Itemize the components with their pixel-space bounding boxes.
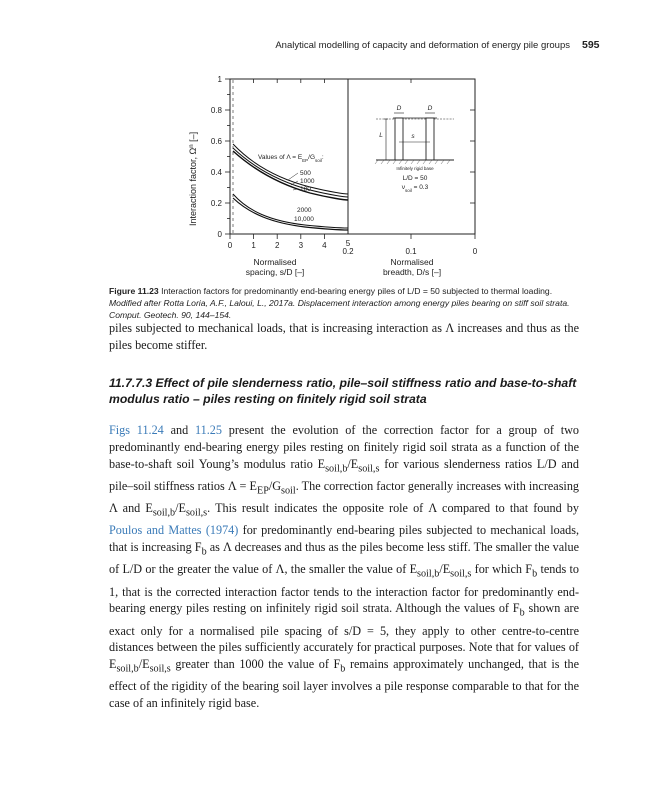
caption-text: Interaction factors for predominantly end-bearing energy piles of L/D = 50 subjected to thermal loading. xyxy=(158,286,553,296)
section-heading: 11.7.7.3 Effect of pile slenderness ratio, pile–soil stiffness ratio and base-to-shaft modulus ratio – piles resting on finitely rigid soil strata xyxy=(109,376,577,406)
page-number: 595 xyxy=(582,39,600,51)
interaction-factor-chart xyxy=(180,66,500,286)
inset-d-label: D xyxy=(427,105,433,112)
curve-label-100: 100 xyxy=(300,186,311,193)
figure-11-23 xyxy=(180,66,500,286)
inset-s-label: s xyxy=(411,133,415,140)
x-axis-labels xyxy=(246,257,441,277)
x-tick-label: 0 xyxy=(227,241,233,250)
curve-label-10000: 10,000 xyxy=(294,216,314,223)
x-tick-label: 3 xyxy=(298,241,304,250)
y-tick-label: 0 xyxy=(217,230,222,239)
y-tick-labels xyxy=(211,75,223,239)
inset-l-label: L xyxy=(379,132,383,139)
x-tick-label-right: 0 xyxy=(472,247,478,256)
inset-poisson-ratio: $\nu_{soil} = 0.3$ xyxy=(401,184,429,193)
x-tick-label-right: 0.1 xyxy=(405,247,417,256)
curve-label-1000: 1000 xyxy=(300,178,315,185)
y-tick-label: 0.4 xyxy=(210,168,222,177)
y-tick-label: 0.2 xyxy=(210,199,222,208)
paragraph-main: Figs 11.24 and 11.25 present the evolution of the correction factor for a group of two predominantly end-bearing energy piles resting on finitely rigid soil strata as a function of the base-to-shaft soil Young’s modulus ratio $E_{soil,b}/E_{soil,s}$ for various slenderness ratios L/D and pile–soil stiffness ratios $\Lambda = E_{EP}/G_{soil}$. The correction factor generally increases with increasing Λ and $E_{soil,b}/E_{soil,s}$. This result indicates the opposite role of Λ compared to that found by Poulos and Mattes (1974) for predominantly end-bearing piles subjected to mechanical loads, that is increasing $F_b$ as Λ decreases and thus as the piles become less stiff. The smaller the value of L/D or the greater the value of Λ, the smaller the value of $E_{soil,b}/E_{soil,s}$ for which $F_b$ tends to 1, that is the corrected interaction factor tends to the interaction factor for predominantly end-bearing energy piles resting on infinitely rigid soil strata. Although the values of $F_b$ shown are exact only for a normalised pile spacing of s/D = 5, they apply to other centre-to-centre distances between the piles sufficiently accurately for practical purposes. Note that for values of $E_{soil,b}/E_{soil,s}$ greater than 1000 the value of $F_b$ remains approximately unchanged, that is the effect of the rigidity of the bearing soil layer involves a pile response comparable to that for the case of an infinitely rigid base. xyxy=(109,423,580,711)
y-tick-label: 1 xyxy=(217,75,222,84)
curve-lambda-10000 xyxy=(233,198,348,230)
y-tick-label: 0.8 xyxy=(210,106,222,115)
curve-label-500: 500 xyxy=(300,170,311,177)
x-tick-label: 5 xyxy=(345,239,351,248)
y-axis-label: Interaction factor, $\Omega^n$ [–] xyxy=(188,131,198,226)
x-tick-labels xyxy=(228,239,478,256)
figs-11-24-link[interactable]: Figs 11.24 xyxy=(109,423,164,437)
pile-group-inset xyxy=(375,105,454,193)
y-tick-label: 0.6 xyxy=(210,137,222,146)
caption-credit: Modified after Rotta Loria, A.F., Laloui, L., 2017a. Displacement interaction among energy piles bearing on stiff soil strata. Comput. Geotech. 90, 144–154. xyxy=(109,298,570,320)
running-head: Analytical modelling of capacity and deformation of energy pile groups xyxy=(275,40,570,51)
caption-label: Figure 11.23 xyxy=(109,286,159,296)
inset-base-label: Infinitely rigid base xyxy=(396,166,434,171)
inset-ld-ratio: L/D = 50 xyxy=(402,175,428,182)
figure-caption xyxy=(109,285,579,321)
paragraph-continuation: piles subjected to mechanical loads, that is increasing interaction as Λ increases and thus as the piles become stiffer. xyxy=(109,321,579,352)
fig-11-25-link[interactable]: 11.25 xyxy=(194,423,222,437)
legend-title: Values of $\Lambda = E_{EP}/G_{soil}$: xyxy=(258,154,324,163)
x-tick-label: 2 xyxy=(274,241,280,250)
inset-d-label: D xyxy=(396,105,402,112)
x-axis-label-left: Normalised xyxy=(253,257,297,267)
x-tick-label: 1 xyxy=(251,241,256,250)
curve-labels xyxy=(294,170,315,223)
x-tick-label-right: 0.2 xyxy=(342,247,354,256)
x-axis-label-left: spacing, s/D [–] xyxy=(245,267,305,277)
poulos-mattes-citation-link[interactable]: Poulos and Mattes (1974) xyxy=(109,523,239,538)
x-tick-label: 4 xyxy=(322,241,327,250)
x-axis-label-right: Normalised xyxy=(390,257,434,267)
x-axis-label-right: breadth, D/s [–] xyxy=(382,267,442,277)
curve-label-2000: 2000 xyxy=(297,207,312,214)
